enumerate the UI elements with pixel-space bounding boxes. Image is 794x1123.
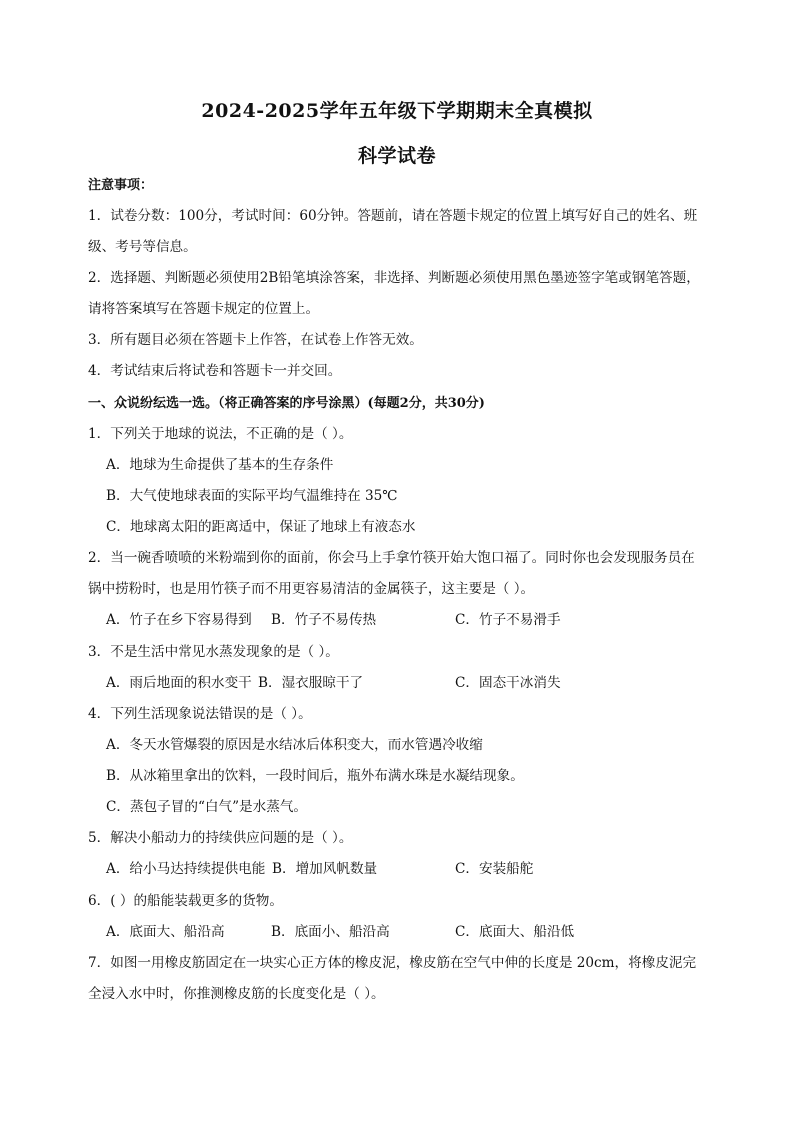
notice-item: 请将答案填写在答题卡规定的位置上。 bbox=[88, 301, 320, 317]
option-a[interactable]: A．地球为生命提供了基本的生存条件 bbox=[106, 457, 334, 473]
question-stem: 1．下列关于地球的说法，不正确的是（ ）。 bbox=[88, 426, 353, 442]
question-stem: 5．解决小船动力的持续供应问题的是（ ）。 bbox=[88, 830, 353, 846]
option-b[interactable]: B．增加风帆数量 bbox=[272, 861, 378, 877]
notice-item: 级、考号等信息。 bbox=[88, 239, 197, 255]
question-stem: 4．下列生活现象说法错误的是（ ）。 bbox=[88, 706, 312, 722]
page-subtitle: 科学试卷 bbox=[357, 145, 436, 167]
option-a[interactable]: A．竹子在乡下容易得到 bbox=[106, 612, 252, 628]
option-a[interactable]: A．底面大、船沿高 bbox=[106, 924, 225, 940]
question-stem: 3．不是生活中常见水蒸发现象的是（ ）。 bbox=[88, 644, 339, 660]
question-stem: 锅中捞粉时，也是用竹筷子而不用更容易清洁的金属筷子，这主要是（ ）。 bbox=[88, 581, 535, 597]
option-b[interactable]: B．底面小、船沿高 bbox=[271, 924, 390, 940]
question-stem: 全浸入水中时，你推测橡皮筋的长度变化是（ ）。 bbox=[88, 986, 385, 1002]
option-row bbox=[106, 611, 746, 629]
option-c[interactable]: C．底面大、船沿低 bbox=[455, 924, 575, 940]
option-c[interactable]: C．安装船舵 bbox=[455, 861, 534, 877]
notice-item: 4．考试结束后将试卷和答题卡一并交回。 bbox=[88, 363, 342, 379]
page-title: 2024-2025学年五年级下学期期末全真模拟 bbox=[201, 100, 593, 122]
question-stem: 7．如图一用橡皮筋固定在一块实心正方体的橡皮泥，橡皮筋在空气中伸的长度是 20cm，将橡皮泥完 bbox=[88, 955, 697, 971]
option-a[interactable]: A．给小马达持续提供电能 bbox=[106, 861, 266, 877]
option-row bbox=[106, 674, 746, 692]
option-row bbox=[106, 860, 746, 878]
option-b[interactable]: B．湿衣服晾干了 bbox=[258, 675, 364, 691]
option-a[interactable]: A．雨后地面的积水变干 bbox=[106, 675, 252, 691]
notice-item: 1．试卷分数：100分，考试时间：60分钟。答题前，请在答题卡规定的位置上填写好自己的姓名、班 bbox=[88, 208, 698, 224]
option-a[interactable]: A．冬天水管爆裂的原因是水结冰后体积变大，而水管遇冷收缩 bbox=[106, 737, 483, 753]
notice-item: 2．选择题、判断题必须使用2B铅笔填涂答案，非选择、判断题必须使用黑色墨迹签字笔或钢笔答题， bbox=[88, 270, 700, 286]
notice-heading: 注意事项： bbox=[88, 178, 154, 193]
option-row bbox=[106, 923, 746, 941]
notice-item: 3．所有题目必须在答题卡上作答，在试卷上作答无效。 bbox=[88, 332, 423, 348]
option-c[interactable]: C．地球离太阳的距离适中，保证了地球上有液态水 bbox=[106, 519, 416, 535]
question-stem: 2．当一碗香喷喷的米粉端到你的面前，你会马上手拿竹筷开始大饱口福了。同时你也会发现服务员在 bbox=[88, 550, 695, 566]
option-c[interactable]: C．蒸包子冒的“白气”是水蒸气。 bbox=[106, 799, 308, 815]
option-b[interactable]: B．大气使地球表面的实际平均气温维持在 35℃ bbox=[106, 488, 398, 504]
section-heading: 一、众说纷纭选一选。（将正确答案的序号涂黑）(每题2分，共30分) bbox=[88, 396, 485, 411]
option-c[interactable]: C．竹子不易滑手 bbox=[455, 612, 561, 628]
option-b[interactable]: B．从冰箱里拿出的饮料，一段时间后，瓶外布满水珠是水凝结现象。 bbox=[106, 768, 524, 784]
question-stem: 6．( ）的船能装载更多的货物。 bbox=[88, 893, 283, 909]
option-b[interactable]: B．竹子不易传热 bbox=[271, 612, 377, 628]
option-c[interactable]: C．固态干冰消失 bbox=[455, 675, 561, 691]
